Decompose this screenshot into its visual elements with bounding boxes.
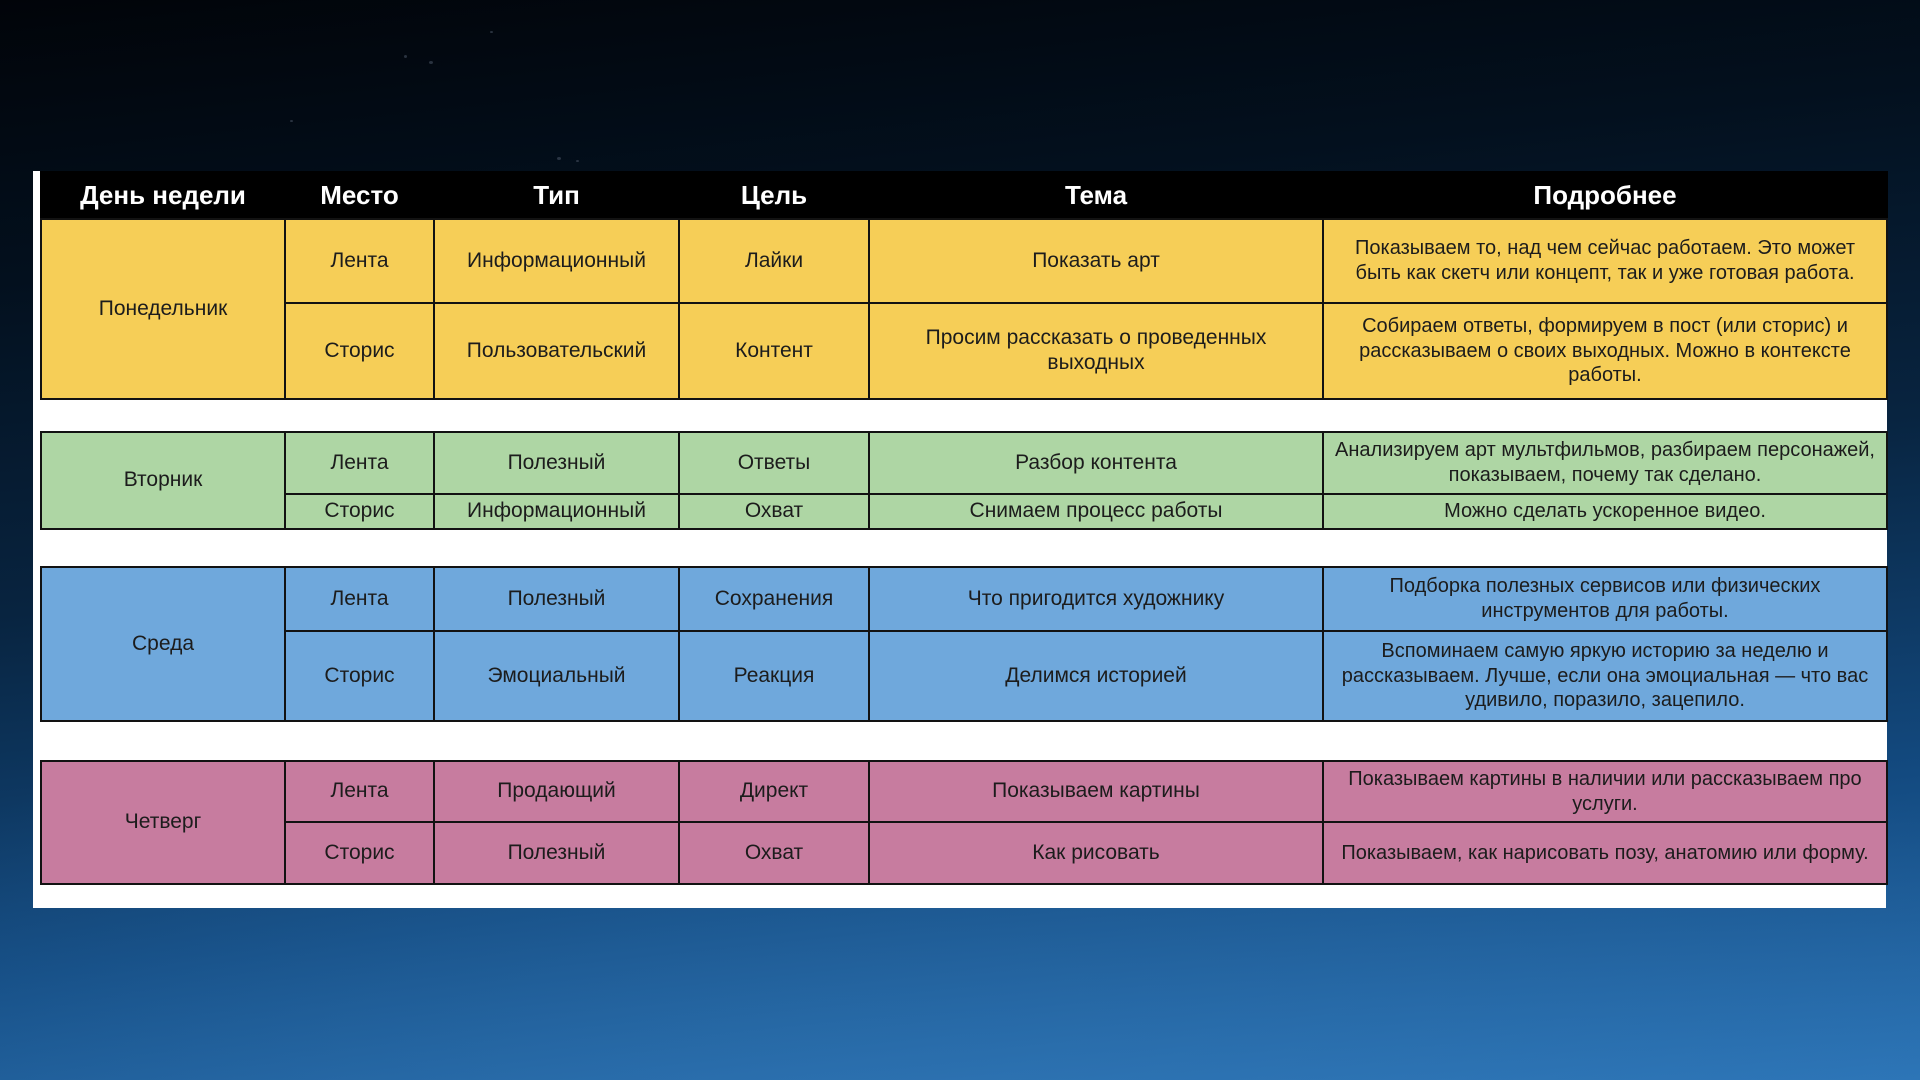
day-cell: Четверг <box>41 761 285 884</box>
day-cell: Вторник <box>41 432 285 529</box>
column-header: Цель <box>679 172 869 219</box>
speckle-icon <box>576 160 579 162</box>
place-cell: Сторис <box>285 494 434 529</box>
spacer-cell <box>41 721 1887 761</box>
day-cell: Среда <box>41 567 285 721</box>
place-cell: Сторис <box>285 822 434 884</box>
table-header-row <box>41 172 1887 219</box>
speckle-icon <box>404 55 407 58</box>
place-cell: Сторис <box>285 303 434 399</box>
speckle-icon <box>429 61 433 64</box>
column-header: Тип <box>434 172 679 219</box>
speckle-icon <box>490 31 493 33</box>
theme-cell: Просим рассказать о проведенных выходных <box>869 303 1323 399</box>
spacer-cell <box>41 399 1887 432</box>
day-cell: Понедельник <box>41 219 285 399</box>
goal-cell: Реакция <box>679 631 869 721</box>
table-row <box>41 303 1887 399</box>
goal-cell: Контент <box>679 303 869 399</box>
details-cell: Анализируем арт мультфильмов, разбираем персонажей, показываем, почему так сделано. <box>1323 432 1887 494</box>
details-cell: Собираем ответы, формируем в пост (или сторис) и рассказываем о своих выходных. Можно в контексте работы. <box>1323 303 1887 399</box>
spacer-row <box>41 529 1887 567</box>
table-row <box>41 494 1887 529</box>
table-row <box>41 822 1887 884</box>
theme-cell: Как рисовать <box>869 822 1323 884</box>
type-cell: Информационный <box>434 494 679 529</box>
place-cell: Лента <box>285 567 434 631</box>
table-row <box>41 631 1887 721</box>
column-header: Подробнее <box>1323 172 1887 219</box>
details-cell: Показываем, как нарисовать позу, анатомию или форму. <box>1323 822 1887 884</box>
goal-cell: Ответы <box>679 432 869 494</box>
type-cell: Полезный <box>434 822 679 884</box>
goal-cell: Охват <box>679 822 869 884</box>
type-cell: Полезный <box>434 432 679 494</box>
goal-cell: Лайки <box>679 219 869 303</box>
details-cell: Подборка полезных сервисов или физических инструментов для работы. <box>1323 567 1887 631</box>
theme-cell: Показать арт <box>869 219 1323 303</box>
theme-cell: Что пригодится художнику <box>869 567 1323 631</box>
type-cell: Пользовательский <box>434 303 679 399</box>
type-cell: Эмоциальный <box>434 631 679 721</box>
table-row <box>41 219 1887 303</box>
place-cell: Сторис <box>285 631 434 721</box>
speckle-icon <box>557 157 561 160</box>
content-plan-table <box>40 171 1888 885</box>
spacer-row <box>41 721 1887 761</box>
spacer-row <box>41 399 1887 432</box>
theme-cell: Снимаем процесс работы <box>869 494 1323 529</box>
table-row <box>41 761 1887 822</box>
theme-cell: Делимся историей <box>869 631 1323 721</box>
type-cell: Полезный <box>434 567 679 631</box>
column-header: Тема <box>869 172 1323 219</box>
details-cell: Показываем картины в наличии или рассказываем про услуги. <box>1323 761 1887 822</box>
goal-cell: Охват <box>679 494 869 529</box>
spacer-cell <box>41 529 1887 567</box>
place-cell: Лента <box>285 219 434 303</box>
details-cell: Можно сделать ускоренное видео. <box>1323 494 1887 529</box>
type-cell: Информационный <box>434 219 679 303</box>
theme-cell: Показываем картины <box>869 761 1323 822</box>
place-cell: Лента <box>285 761 434 822</box>
goal-cell: Директ <box>679 761 869 822</box>
place-cell: Лента <box>285 432 434 494</box>
details-cell: Показываем то, над чем сейчас работаем. Это может быть как скетч или концепт, так и уже готовая работа. <box>1323 219 1887 303</box>
theme-cell: Разбор контента <box>869 432 1323 494</box>
details-cell: Вспоминаем самую яркую историю за неделю и рассказываем. Лучше, если она эмоциальная — что вас удивило, поразило, зацепило. <box>1323 631 1887 721</box>
table-body <box>41 219 1887 884</box>
speckle-icon <box>290 120 293 122</box>
column-header: Место <box>285 172 434 219</box>
type-cell: Продающий <box>434 761 679 822</box>
content-plan-sheet <box>33 171 1886 908</box>
table-row <box>41 567 1887 631</box>
goal-cell: Сохранения <box>679 567 869 631</box>
column-header: День недели <box>41 172 285 219</box>
table-row <box>41 432 1887 494</box>
